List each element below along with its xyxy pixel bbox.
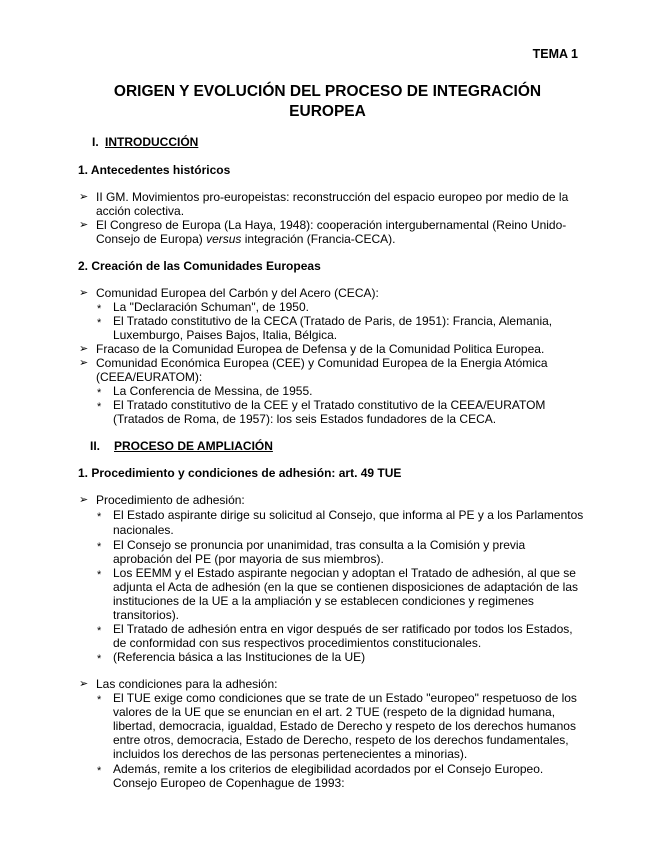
arrow-bullet-icon: ➢	[79, 219, 89, 231]
topic-label: TEMA 1	[532, 47, 578, 61]
list-item-text: acción colectiva.	[96, 204, 185, 218]
list-item-text: (Tratados de Roma, de 1957): los seis Estados fundadores de la CECA.	[113, 412, 497, 426]
arrow-bullet-icon: ➢	[79, 191, 89, 203]
list-item-text: instituciones de la UE a la ampliación y se establecen condiciones y regimenes	[113, 594, 534, 608]
list-item-text: Además, remite a los criterios de elegibilidad acordados por el Consejo Europeo.	[113, 762, 544, 776]
arrow-bullet-icon: ➢	[79, 343, 89, 355]
list-item-text: El Tratado constitutivo de la CEE y el Tratado constitutivo de la CEEA/EURATOM	[113, 398, 546, 412]
list-item-text: II GM. Movimientos pro-europeistas: reconstrucción del espacio europeo por medio de la	[96, 190, 569, 204]
list-item-text: El Tratado constitutivo de la CECA (Tratado de Paris, de 1951): Francia, Alemania,	[113, 314, 553, 328]
list-item-text: Comunidad Económica Europea (CEE) y Comunidad Europea de la Energia Atómica	[96, 356, 548, 370]
list-item-text: (Referencia básica a las Instituciones de la UE)	[113, 650, 366, 664]
section-heading: INTRODUCCIÓN	[105, 135, 199, 149]
star-bullet-icon: *	[97, 541, 102, 553]
list-item-text: Consejo de Europa) versus integración (Francia-CECA).	[96, 232, 396, 246]
star-bullet-icon: *	[97, 694, 102, 706]
star-bullet-icon: *	[97, 765, 102, 777]
list-item-text: El TUE exige como condiciones que se trate de un Estado "europeo" respetuoso de los	[113, 691, 577, 705]
list-item-text: de conformidad con sus respectivos procedimientos constitucionales.	[113, 636, 482, 650]
list-item-text: Luxemburgo, Paises Bajos, Italia, Bélgica.	[113, 328, 338, 342]
list-item-text: libertad, democracia, igualdad, Estado de Derecho y respeto de los derechos humanos	[113, 719, 576, 733]
list-item-text: El Consejo se pronuncia por unanimidad, tras consulta a la Comisión y previa	[113, 538, 526, 552]
list-item-text: La Conferencia de Messina, de 1955.	[113, 384, 313, 398]
list-item-text: Consejo Europeo de Copenhague de 1993:	[113, 776, 345, 790]
arrow-bullet-icon: ➢	[79, 494, 89, 506]
subsection-heading: 2. Creación de las Comunidades Europeas	[78, 259, 321, 273]
list-item-text: La "Declaración Schuman", de 1950.	[113, 300, 309, 314]
document-title-line-1: ORIGEN Y EVOLUCIÓN DEL PROCESO DE INTEGRACIÓN	[113, 83, 542, 100]
list-item-text: entre otros, democracia, Estado de Derecho, respeto de los derechos fundamentales,	[113, 733, 569, 747]
subsection-heading: 1. Antecedentes históricos	[78, 163, 231, 177]
list-item-text: incluidos los derechos de las personas pertenecientes a minorias).	[113, 747, 468, 761]
list-item-text: aprobación del PE (por mayoria de sus miembros).	[113, 552, 384, 566]
section-number: II.	[90, 439, 101, 453]
arrow-bullet-icon: ➢	[79, 287, 89, 299]
list-item-text: Los EEMM y el Estado aspirante negocian y adoptan el Tratado de adhesión, al que se	[113, 566, 576, 580]
star-bullet-icon: *	[97, 511, 102, 523]
arrow-bullet-icon: ➢	[79, 678, 89, 690]
list-item-text: valores de la UE que se enuncian en el art. 2 TUE (respeto de la dignidad humana,	[113, 705, 556, 719]
list-item-text: (CEEA/EURATOM):	[96, 370, 203, 384]
italic-term: versus	[206, 232, 242, 246]
list-item-text: El Estado aspirante dirige su solicitud al Consejo, que informa al PE y a los Parlamentos	[113, 508, 584, 522]
arrow-bullet-icon: ➢	[79, 357, 89, 369]
star-bullet-icon: *	[97, 387, 102, 399]
star-bullet-icon: *	[97, 317, 102, 329]
document-title-line-2: EUROPEA	[289, 103, 366, 120]
section-number: I.	[92, 135, 99, 149]
list-item-text: El Congreso de Europa (La Haya, 1948): cooperación intergubernamental (Reino Unido-	[96, 218, 567, 232]
star-bullet-icon: *	[97, 401, 102, 413]
section-heading: PROCESO DE AMPLIACIÓN	[114, 439, 273, 453]
list-item-text: Fracaso de la Comunidad Europea de Defensa y de la Comunidad Politica Europea.	[96, 342, 545, 356]
list-item-text: Procedimiento de adhesión:	[96, 493, 245, 507]
star-bullet-icon: *	[97, 569, 102, 581]
subsection-heading: 1. Procedimiento y condiciones de adhesión: art. 49 TUE	[78, 466, 402, 480]
list-item-text: transitorios).	[113, 608, 180, 622]
star-bullet-icon: *	[97, 303, 102, 315]
list-item-text: adjunta el Acta de adhesión (en la que se contienen disposiciones de adaptación de las	[113, 580, 579, 594]
list-item-text: nacionales.	[113, 523, 174, 537]
star-bullet-icon: *	[97, 625, 102, 637]
star-bullet-icon: *	[97, 653, 102, 665]
list-item-text: El Tratado de adhesión entra en vigor después de ser ratificado por todos los Estados,	[113, 622, 573, 636]
list-item-text: Comunidad Europea del Carbón y del Acero (CECA):	[96, 286, 379, 300]
list-item-text: Las condiciones para la adhesión:	[96, 677, 278, 691]
